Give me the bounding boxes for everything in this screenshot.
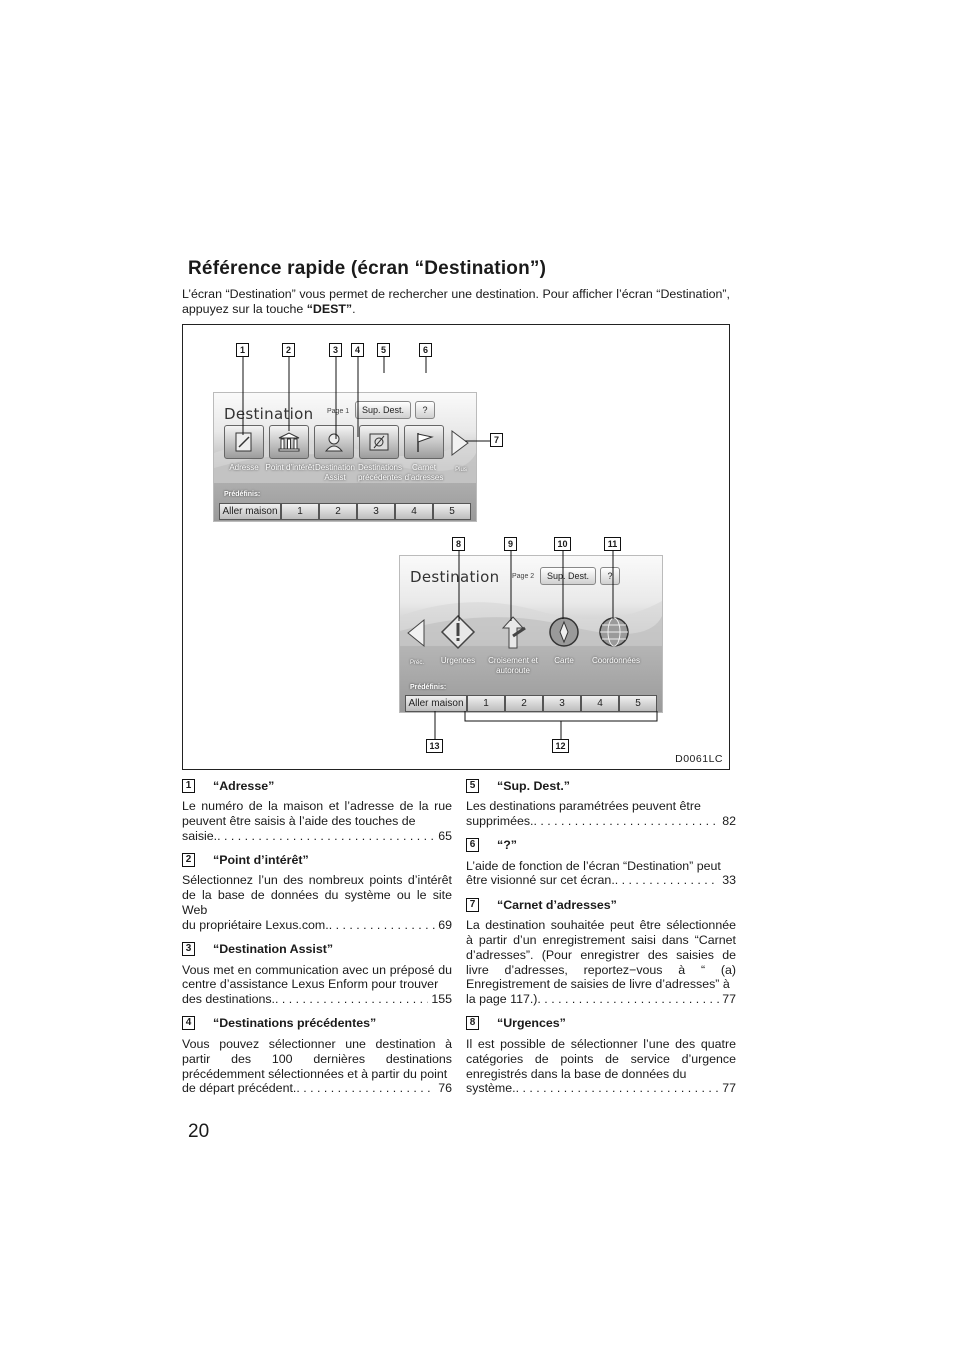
callout-12: 12 — [552, 739, 569, 753]
callout-8: 8 — [452, 537, 465, 551]
preset-3-button[interactable]: 3 — [543, 695, 581, 712]
preset-1-button[interactable]: 1 — [281, 503, 319, 520]
item-page-ref: 33 — [722, 873, 736, 888]
item-4 — [182, 1016, 452, 1096]
preset-5-button[interactable]: 5 — [433, 503, 471, 520]
item-7 — [466, 897, 736, 1007]
item-title: “Destination Assist” — [213, 942, 334, 957]
item-title: “Destinations précédentes” — [213, 1016, 377, 1031]
callout-1: 1 — [236, 343, 249, 357]
item-number: 5 — [466, 779, 479, 793]
tile-label-address-book: Carnet d’adresses — [404, 463, 444, 482]
item-ref-text: des destinations. — [182, 992, 275, 1007]
tile-label-coordonnees: Coordonnées — [591, 656, 641, 665]
tile-label-poi: Point d’intérêt — [265, 463, 315, 472]
preset-4-button[interactable]: 4 — [581, 695, 619, 712]
item-number: 4 — [182, 1016, 195, 1030]
item-title: “Carnet d’adresses” — [497, 897, 617, 912]
callout-5: 5 — [377, 343, 390, 357]
figure — [182, 324, 730, 770]
page-indicator: Page 1 — [327, 408, 350, 415]
item-number: 1 — [182, 779, 195, 793]
item-6 — [466, 838, 736, 889]
item-page-ref: 65 — [438, 828, 452, 843]
callout-9: 9 — [504, 537, 517, 551]
item-ref-text: saisie. — [182, 828, 218, 843]
callout-4: 4 — [351, 343, 364, 357]
tile-label-previous: Destinations précédentes — [357, 463, 403, 482]
item-5 — [466, 778, 736, 829]
item-ref-text: la page 117.) — [466, 992, 538, 1007]
item-ref-text: système. — [466, 1081, 516, 1096]
preset-3-button[interactable]: 3 — [357, 503, 395, 520]
tile-label-adresse: Adresse — [229, 463, 259, 472]
item-2 — [182, 852, 452, 932]
item-number: 3 — [182, 942, 195, 956]
item-body: Les destinations paramétrées peuvent être — [466, 799, 701, 813]
screen-title: Destination — [410, 568, 500, 586]
preset-5-button[interactable]: 5 — [619, 695, 657, 712]
item-ref-text: de départ précédent. — [182, 1081, 297, 1096]
preset-1-button[interactable]: 1 — [467, 695, 505, 712]
tile-label-assist: Destination Assist — [314, 463, 356, 482]
item-title: “Sup. Dest.” — [497, 778, 570, 793]
item-ref-text: être visionné sur cet écran. — [466, 873, 615, 888]
sup-dest-button[interactable]: Sup. Dest. — [355, 401, 411, 419]
help-button[interactable]: ? — [415, 401, 435, 419]
item-body: Le numéro de la maison et l’adresse de la rue peuvent être saisis à l’aide des touches de — [182, 799, 452, 828]
prev-label: Préc. — [409, 660, 424, 666]
left-column — [182, 778, 452, 1105]
preset-2-button[interactable]: 2 — [505, 695, 543, 712]
item-number: 6 — [466, 838, 479, 852]
callout-13: 13 — [426, 739, 443, 753]
item-body: Vous pouvez sélectionner une destination à partir des 100 dernières destinations précédemment sélectionnées et à partir du point — [182, 1036, 452, 1081]
figure-code: D0061LC — [675, 753, 723, 765]
item-page-ref: 69 — [438, 917, 452, 932]
intro-end: . — [352, 302, 356, 316]
callout-7: 7 — [490, 433, 503, 447]
right-column — [466, 778, 736, 1105]
item-title: “Adresse” — [213, 778, 275, 793]
screen-title: Destination — [224, 405, 314, 423]
more-label: Plus — [455, 467, 467, 473]
item-page-ref: 155 — [431, 992, 452, 1007]
item-page-ref: 77 — [722, 1081, 736, 1096]
preset-home-button[interactable]: Aller maison — [219, 503, 281, 520]
item-1 — [182, 778, 452, 843]
page-indicator: Page 2 — [512, 573, 535, 580]
sup-dest-button[interactable]: Sup. Dest. — [540, 567, 596, 585]
item-body: L’aide de fonction de l’écran “Destination” peut — [466, 858, 721, 873]
callout-10: 10 — [554, 537, 571, 551]
item-body: Il est possible de sélectionner l’une des quatre catégories de points de service d’urgence enregistrés dans la base de données du — [466, 1036, 736, 1081]
section-title: Référence rapide (écran “Destination”) — [188, 258, 547, 279]
item-title: “Point d’intérêt” — [213, 852, 309, 867]
item-page-ref: 77 — [722, 992, 736, 1007]
presets-caption: Prédéfinis: — [410, 684, 447, 691]
callout-3: 3 — [329, 343, 342, 357]
callout-2: 2 — [282, 343, 295, 357]
item-title: “?” — [497, 838, 517, 853]
intro-paragraph — [182, 287, 730, 317]
page-number: 20 — [188, 1121, 210, 1142]
item-body: La destination souhaitée peut être sélectionnée à partir d’un enregistrement saisi dans “Carnet d’adresses”. (Pour enregistrer des saisies de livre d’adresses, reportez−vous à “ (a) Enregistrement de saisies de livre d’adresses” à — [466, 918, 736, 992]
item-number: 8 — [466, 1016, 479, 1030]
item-body: Vous met en communication avec un préposé du centre d’assistance Lexus Enform pour trouver — [182, 962, 452, 992]
preset-home-button[interactable]: Aller maison — [405, 695, 467, 712]
item-body: Sélectionnez l’un des nombreux points d’intérêt de la base de données du système ou le site Web — [182, 873, 452, 917]
presets-caption: Prédéfinis: — [224, 491, 261, 498]
item-page-ref: 82 — [722, 813, 736, 828]
item-ref-text: supprimées. — [466, 813, 534, 828]
callout-6: 6 — [419, 343, 432, 357]
item-ref-text: du propriétaire Lexus.com. — [182, 917, 329, 932]
help-button[interactable]: ? — [600, 567, 620, 585]
tile-label-carte: Carte — [554, 656, 574, 665]
intro-text: L’écran “Destination” vous permet de rechercher une destination. Pour afficher l’écran “Destination”, appuyez sur la touche — [182, 287, 730, 316]
item-number: 2 — [182, 853, 195, 867]
item-page-ref: 76 — [438, 1081, 452, 1096]
item-8 — [466, 1016, 736, 1096]
item-3 — [182, 942, 452, 1007]
dest-key: “DEST” — [306, 302, 353, 316]
preset-4-button[interactable]: 4 — [395, 503, 433, 520]
callout-11: 11 — [604, 537, 621, 551]
tile-label-intersection: Croisement et autoroute — [488, 656, 538, 675]
item-number: 7 — [466, 898, 479, 912]
item-title: “Urgences” — [497, 1016, 566, 1031]
preset-2-button[interactable]: 2 — [319, 503, 357, 520]
tile-label-urgences: Urgences — [440, 656, 476, 665]
